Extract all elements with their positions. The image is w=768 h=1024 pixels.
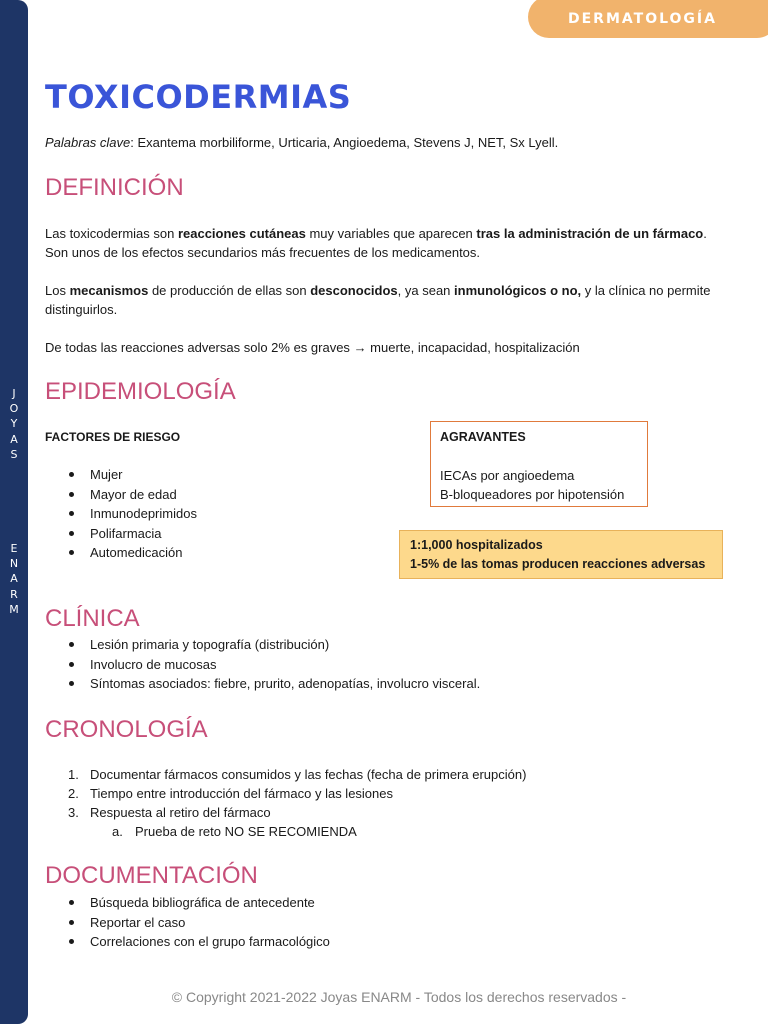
page-title: TOXICODERMIAS	[45, 78, 352, 116]
list-item: Reportar el caso	[45, 913, 330, 933]
agravantes-box	[430, 421, 648, 507]
item-number: 3.	[68, 805, 79, 820]
item-number: 2.	[68, 786, 79, 801]
text-run: y la clínica no permite	[581, 283, 711, 298]
item-text: Documentar fármacos consumidos y las fechas (fecha de primera erupción)	[90, 767, 527, 782]
stats-line: 1-5% de las tomas producen reacciones adversas	[410, 557, 706, 571]
section-heading-cronologia: CRONOLOGÍA	[45, 716, 208, 743]
text-run: muerte, incapacidad, hospitalización	[366, 340, 580, 355]
text-run: Los	[45, 283, 70, 298]
section-heading-definicion: DEFINICIÓN	[45, 174, 184, 201]
cronologia-list	[45, 765, 526, 841]
text-run: .	[703, 226, 707, 241]
item-number: 1.	[68, 767, 79, 782]
list-item: Correlaciones con el grupo farmacológico	[45, 932, 330, 952]
text-run: Son unos de los efectos secundarios más frecuentes de los medicamentos.	[45, 245, 481, 260]
factores-riesgo-list	[45, 465, 197, 563]
vertical-letter: A	[10, 432, 18, 446]
agravantes-item: B-bloqueadores por hipotensión	[440, 487, 625, 502]
text-run-bold: tras la administración de un fármaco	[476, 226, 704, 241]
list-subitem	[45, 822, 526, 841]
text-run-bold: mecanismos	[69, 283, 149, 298]
factores-riesgo-title: FACTORES DE RIESGO	[45, 430, 181, 444]
text-run: muy variables que aparecen	[305, 226, 477, 241]
text-run-bold: desconocidos	[310, 283, 398, 298]
text-run: Las toxicodermias son	[45, 226, 178, 241]
vertical-letter: M	[9, 602, 19, 616]
list-item: Involucro de mucosas	[45, 655, 480, 675]
item-text: Tiempo entre introducción del fármaco y las lesiones	[90, 786, 393, 801]
vertical-letter: A	[10, 572, 18, 586]
list-item: Lesión primaria y topografía (distribución)	[45, 635, 480, 655]
text-run: De todas las reacciones adversas solo 2% es graves	[45, 340, 350, 355]
vertical-letter: Y	[10, 417, 18, 431]
copyright-footer: © Copyright 2021-2022 Joyas ENARM - Todos los derechos reservados -	[171, 989, 627, 1005]
item-letter: a.	[112, 824, 123, 839]
agravantes-title: AGRAVANTES	[440, 430, 526, 444]
keywords-label: Palabras clave	[45, 135, 131, 150]
vertical-letter: E	[10, 542, 18, 555]
list-item: Inmunodeprimidos	[45, 504, 197, 524]
arrow-right-icon: →	[353, 340, 367, 355]
stats-line: 1:1,000 hospitalizados	[410, 538, 543, 552]
list-item: Polifarmacia	[45, 524, 197, 544]
list-item	[45, 784, 526, 803]
category-tab: DERMATOLOGÍA	[528, 0, 768, 38]
list-item	[45, 803, 526, 822]
vertical-text-joyas	[0, 386, 28, 462]
list-item: Síntomas asociados: fiebre, prurito, adenopatías, involucro visceral.	[45, 674, 480, 694]
definicion-paragraph-3	[45, 338, 735, 357]
sidebar-band	[0, 0, 28, 1024]
list-item: Búsqueda bibliográfica de antecedente	[45, 893, 330, 913]
keywords-line	[45, 135, 558, 150]
stats-highlight-box	[399, 530, 723, 579]
definicion-paragraph-1	[45, 224, 735, 262]
list-item: Mayor de edad	[45, 485, 197, 505]
clinica-list	[45, 635, 480, 694]
list-item	[45, 765, 526, 784]
agravantes-item: IECAs por angioedema	[440, 468, 575, 483]
list-item: Mujer	[45, 465, 197, 485]
text-run: distinguirlos.	[45, 302, 118, 317]
section-heading-clinica: CLÍNICA	[45, 605, 140, 632]
documentacion-list	[45, 893, 330, 952]
keywords-text: : Exantema morbiliforme, Urticaria, Angioedema, Stevens J, NET, Sx Lyell.	[130, 135, 559, 150]
item-text: Respuesta al retiro del fármaco	[90, 805, 271, 820]
vertical-text-enarm	[0, 541, 28, 617]
vertical-letter: N	[9, 557, 19, 571]
text-run: de producción de ellas son	[148, 283, 311, 298]
text-run-bold: inmunológicos o no,	[454, 283, 582, 298]
section-heading-documentacion: DOCUMENTACIÓN	[45, 862, 258, 889]
text-run: , ya sean	[397, 283, 455, 298]
vertical-letter: O	[9, 402, 19, 416]
section-heading-epidemiologia: EPIDEMIOLOGÍA	[45, 378, 236, 405]
text-run-bold: reacciones cutáneas	[177, 226, 306, 241]
vertical-letter: J	[12, 387, 16, 400]
vertical-letter: S	[10, 447, 18, 461]
item-text: Prueba de reto NO SE RECOMIENDA	[135, 824, 357, 839]
vertical-letter: R	[10, 587, 18, 601]
list-item: Automedicación	[45, 543, 197, 563]
definicion-paragraph-2	[45, 281, 735, 319]
